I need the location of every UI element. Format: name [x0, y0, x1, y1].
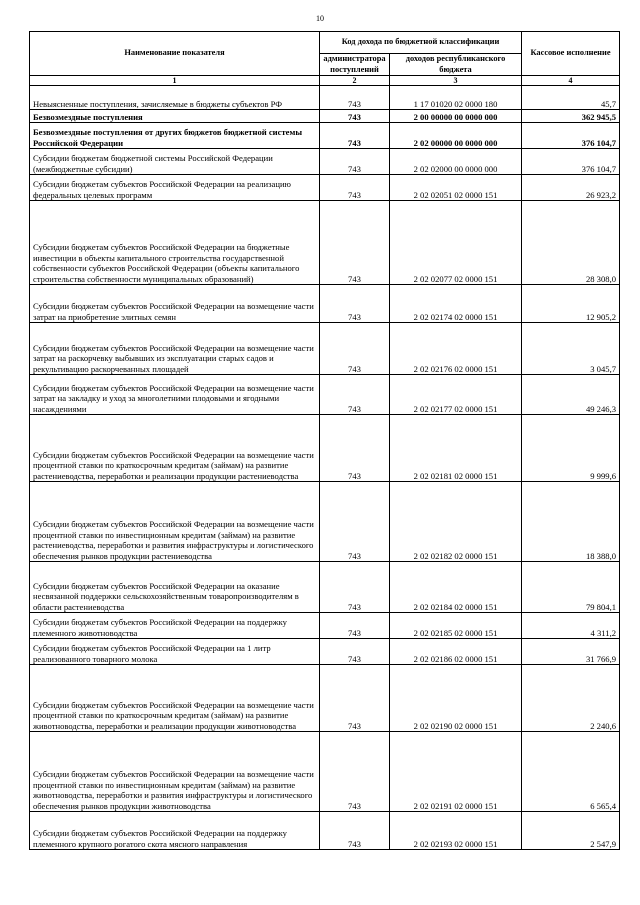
row-revenue-code: 2 02 02184 02 0000 151: [390, 562, 522, 613]
row-name: Безвозмездные поступления от других бюджетов бюджетной системы Российской Федерации: [30, 123, 320, 149]
row-admin-code: 743: [320, 812, 390, 850]
row-admin-code: 743: [320, 201, 390, 285]
row-amount: 376 104,7: [522, 123, 620, 149]
row-admin-code: 743: [320, 665, 390, 732]
column-number-3: 3: [390, 76, 522, 86]
column-number-4: 4: [522, 76, 620, 86]
row-revenue-code: 2 02 02190 02 0000 151: [390, 665, 522, 732]
row-admin-code: 743: [320, 110, 390, 123]
table-row: [30, 639, 620, 665]
row-revenue-code: 2 02 02185 02 0000 151: [390, 613, 522, 639]
row-name: Субсидии бюджетам субъектов Российской Федерации на возмещение части процентной ставки по инвестиционным кредитам (займам) на развитие растениеводства, переработки и развития инфраструктуры и логистического обеспечения рынков продукции растениеводства: [30, 482, 320, 562]
row-admin-code: 743: [320, 415, 390, 482]
budget-table: [29, 31, 620, 850]
row-admin-code: 743: [320, 86, 390, 110]
header-code-group: Код дохода по бюджетной классификации: [320, 32, 522, 54]
row-revenue-code: 2 02 02191 02 0000 151: [390, 732, 522, 812]
row-revenue-code: 1 17 01020 02 0000 180: [390, 86, 522, 110]
table-row: [30, 375, 620, 415]
table-row: [30, 415, 620, 482]
table-row: [30, 732, 620, 812]
row-admin-code: 743: [320, 285, 390, 323]
row-revenue-code: 2 02 00000 00 0000 000: [390, 123, 522, 149]
row-name: Безвозмездные поступления: [30, 110, 320, 123]
row-admin-code: 743: [320, 482, 390, 562]
row-revenue-code: 2 02 02174 02 0000 151: [390, 285, 522, 323]
column-number-1: 1: [30, 76, 320, 86]
row-name: Субсидии бюджетам субъектов Российской Федерации на возмещение части процентной ставки по краткосрочным кредитам (займам) на развитие растениеводства, переработки и реализации продукции растениеводства: [30, 415, 320, 482]
row-name: Субсидии бюджетам субъектов Российской Федерации на возмещение части затрат на приобретение элитных семян: [30, 285, 320, 323]
header-revenue-code: доходов республиканского бюджета: [390, 54, 522, 76]
row-amount: 2 240,6: [522, 665, 620, 732]
row-amount: 31 766,9: [522, 639, 620, 665]
table-row: [30, 562, 620, 613]
row-revenue-code: 2 02 02193 02 0000 151: [390, 812, 522, 850]
row-admin-code: 743: [320, 375, 390, 415]
table-row: [30, 175, 620, 201]
row-name: Субсидии бюджетам субъектов Российской Федерации на 1 литр реализованного товарного молока: [30, 639, 320, 665]
row-amount: 45,7: [522, 86, 620, 110]
table-row: [30, 123, 620, 149]
table-row: [30, 812, 620, 850]
row-admin-code: 743: [320, 149, 390, 175]
row-amount: 49 246,3: [522, 375, 620, 415]
row-admin-code: 743: [320, 732, 390, 812]
row-amount: 18 388,0: [522, 482, 620, 562]
row-name: Субсидии бюджетам субъектов Российской Федерации на возмещение части затрат на закладку и уход за многолетними плодовыми и ягодными насаждениями: [30, 375, 320, 415]
row-revenue-code: 2 02 02176 02 0000 151: [390, 323, 522, 375]
row-name: Субсидии бюджетам субъектов Российской Федерации на оказание несвязанной поддержки сельскохозяйственным товаропроизводителям в области растениеводства: [30, 562, 320, 613]
row-amount: 4 311,2: [522, 613, 620, 639]
row-amount: 28 308,0: [522, 201, 620, 285]
row-revenue-code: 2 02 02051 02 0000 151: [390, 175, 522, 201]
row-amount: 376 104,7: [522, 149, 620, 175]
row-amount: 12 905,2: [522, 285, 620, 323]
row-name: Субсидии бюджетам субъектов Российской Федерации на возмещение части процентной ставки по инвестиционным кредитам (займам) на развитие животноводства, переработки и развития инфраструктуры и логистического обеспечения рынков продукции животноводства: [30, 732, 320, 812]
row-admin-code: 743: [320, 175, 390, 201]
header-indicator-name: Наименование показателя: [30, 32, 320, 76]
row-amount: 2 547,9: [522, 812, 620, 850]
row-amount: 26 923,2: [522, 175, 620, 201]
row-revenue-code: 2 02 02182 02 0000 151: [390, 482, 522, 562]
row-amount: 3 045,7: [522, 323, 620, 375]
column-number-2: 2: [320, 76, 390, 86]
page-number: 10: [316, 14, 324, 23]
row-name: Субсидии бюджетам субъектов Российской Федерации на поддержку племенного животноводства: [30, 613, 320, 639]
row-admin-code: 743: [320, 613, 390, 639]
table-row: [30, 201, 620, 285]
table-row: [30, 110, 620, 123]
row-admin-code: 743: [320, 562, 390, 613]
table-row: [30, 86, 620, 110]
row-revenue-code: 2 02 02181 02 0000 151: [390, 415, 522, 482]
table-row: [30, 482, 620, 562]
table-row: [30, 285, 620, 323]
row-name: Субсидии бюджетам субъектов Российской Федерации на бюджетные инвестиции в объекты капитального строительства государственной собственности субъектов Российской Федерации (объекты капитального строительства собственности муниципальных образований): [30, 201, 320, 285]
row-revenue-code: 2 02 02186 02 0000 151: [390, 639, 522, 665]
row-name: Субсидии бюджетам субъектов Российской Федерации на возмещение части процентной ставки по краткосрочным кредитам (займам) на развитие животноводства, переработки и реализации продукции животноводства: [30, 665, 320, 732]
row-amount: 362 945,5: [522, 110, 620, 123]
row-name: Субсидии бюджетам бюджетной системы Российской Федерации (межбюджетные субсидии): [30, 149, 320, 175]
row-revenue-code: 2 02 02000 00 0000 000: [390, 149, 522, 175]
row-revenue-code: 2 02 02177 02 0000 151: [390, 375, 522, 415]
header-administrator: администратора поступлений: [320, 54, 390, 76]
row-admin-code: 743: [320, 123, 390, 149]
row-amount: 79 804,1: [522, 562, 620, 613]
row-amount: 6 565,4: [522, 732, 620, 812]
row-revenue-code: 2 02 02077 02 0000 151: [390, 201, 522, 285]
table-row: [30, 665, 620, 732]
table-row: [30, 149, 620, 175]
header-cash-execution: Кассовое исполнение: [522, 32, 620, 76]
row-name: Субсидии бюджетам субъектов Российской Федерации на поддержку племенного крупного рогатого скота мясного направления: [30, 812, 320, 850]
table-row: [30, 323, 620, 375]
row-admin-code: 743: [320, 639, 390, 665]
row-name: Субсидии бюджетам субъектов Российской Федерации на реализацию федеральных целевых программ: [30, 175, 320, 201]
table-row: [30, 613, 620, 639]
row-revenue-code: 2 00 00000 00 0000 000: [390, 110, 522, 123]
row-name: Субсидии бюджетам субъектов Российской Федерации на возмещение части затрат на раскорчевку выбывших из эксплуатации старых садов и рекультивацию раскорчеванных площадей: [30, 323, 320, 375]
row-name: Невыясненные поступления, зачисляемые в бюджеты субъектов РФ: [30, 86, 320, 110]
row-amount: 9 999,6: [522, 415, 620, 482]
row-admin-code: 743: [320, 323, 390, 375]
